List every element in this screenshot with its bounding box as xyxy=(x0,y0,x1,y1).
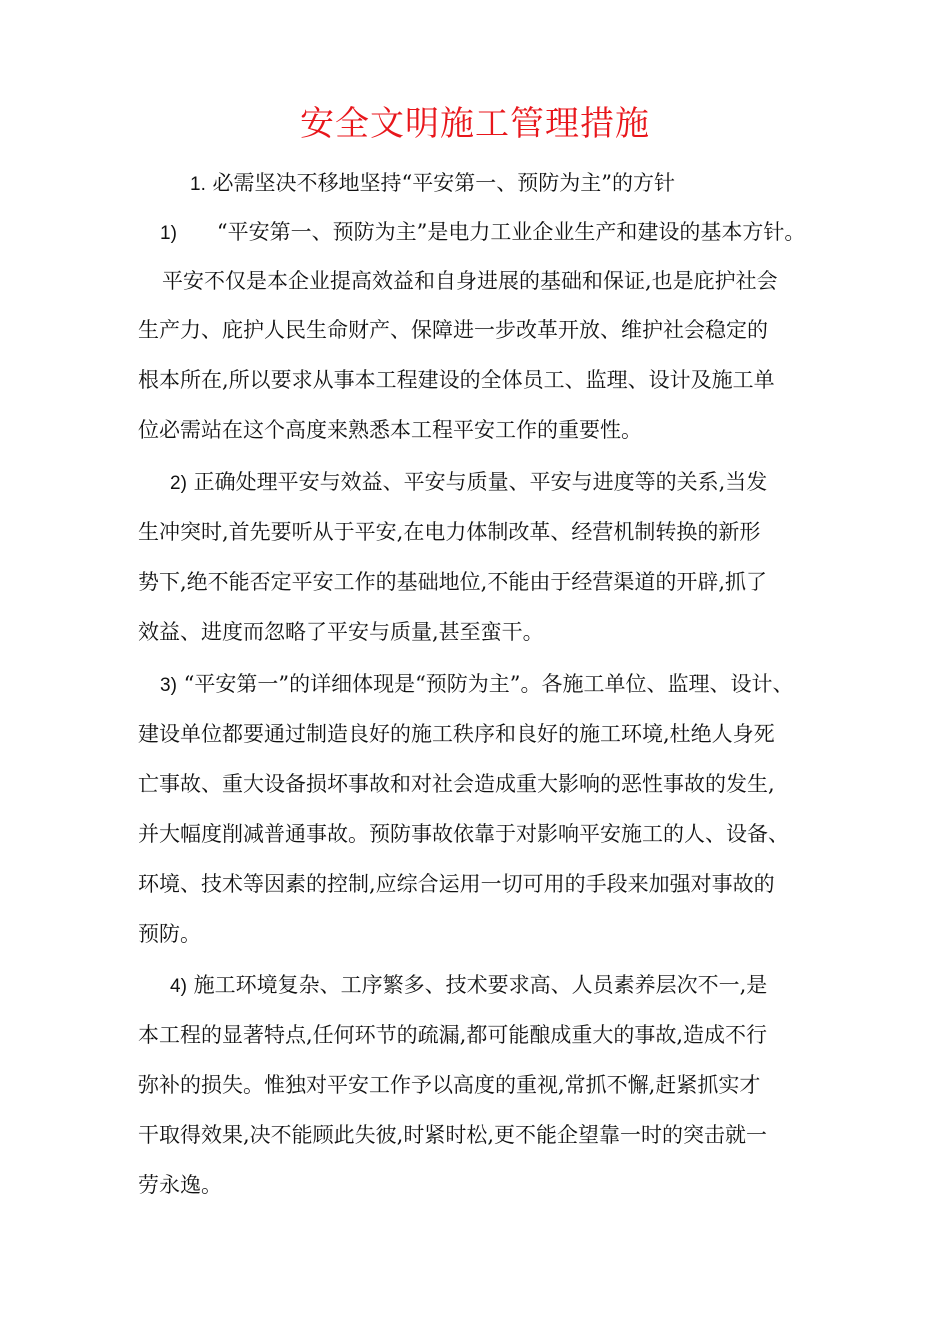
paragraph-1-line-2: 平安不仅是本企业提高效益和自身进展的基础和保证,也是庇护社会 xyxy=(162,269,778,293)
paragraph-4-text: 施工环境复杂、工序繁多、技术要求高、人员素养层次不一,是 xyxy=(193,973,768,997)
paragraph-1-line-4: 根本所在,所以要求从事本工程建设的全体员工、监理、设计及施工单 xyxy=(138,368,775,392)
paragraph-3-line-4: 并大幅度削减普通事故。预防事故依靠于对影响平安施工的人、设备、 xyxy=(138,822,789,846)
paragraph-1-line-1 xyxy=(160,217,805,249)
paragraph-2-number: 2) xyxy=(170,473,187,494)
paragraph-2-line-4: 效益、进度而忽略了平安与质量,甚至蛮干。 xyxy=(138,620,544,644)
paragraph-1-number: 1) xyxy=(160,223,177,244)
paragraph-4-line-2: 本工程的显著特点,任何环节的疏漏,都可能酿成重大的事故,造成不行 xyxy=(138,1023,768,1047)
paragraph-2-text: 正确处理平安与效益、平安与质量、平安与进度等的关系,当发 xyxy=(193,470,768,494)
document-title: 安全文明施工管理措施 xyxy=(300,104,650,144)
paragraph-2-line-1 xyxy=(170,467,767,499)
paragraph-4-number: 4) xyxy=(170,976,187,997)
paragraph-4-line-1 xyxy=(170,970,767,1002)
paragraph-3-text: “平安第一”的详细体现是“预防为主”。各施工单位、监理、设计、 xyxy=(183,672,794,696)
paragraph-4-line-5: 劳永逸。 xyxy=(138,1173,222,1197)
paragraph-3-line-3: 亡事故、重大设备损坏事故和对社会造成重大影响的恶性事故的发生, xyxy=(138,772,775,796)
section-number: 1. xyxy=(190,174,206,195)
paragraph-3-number: 3) xyxy=(160,675,177,696)
paragraph-4-line-3: 弥补的损失。惟独对平安工作予以高度的重视,常抓不懈,赶紧抓实才 xyxy=(138,1073,761,1097)
paragraph-4-line-4: 干取得效果,决不能顾此失彼,时紧时松,更不能企望靠一时的突击就一 xyxy=(138,1123,768,1147)
paragraph-3-line-6: 预防。 xyxy=(138,922,201,946)
paragraph-3-line-1 xyxy=(160,669,794,701)
paragraph-1-line-3: 生产力、庇护人民生命财产、保障进一步改革开放、维护社会稳定的 xyxy=(138,318,768,342)
paragraph-3-line-5: 环境、技术等因素的控制,应综合运用一切可用的手段来加强对事故的 xyxy=(138,872,775,896)
section-heading-text: 必需坚决不移地坚持“平安第一、预防为主”的方针 xyxy=(212,171,676,195)
paragraph-2-line-2: 生冲突时,首先要听从于平安,在电力体制改革、经营机制转换的新形 xyxy=(138,520,761,544)
paragraph-2-line-3: 势下,绝不能否定平安工作的基础地位,不能由于经营渠道的开辟,抓了 xyxy=(138,570,768,594)
paragraph-3-line-2: 建设单位都要通过制造良好的施工秩序和良好的施工环境,杜绝人身死 xyxy=(138,722,775,746)
section-heading xyxy=(190,168,675,200)
paragraph-1-text: “平安第一、预防为主”是电力工业企业生产和建设的基本方针。 xyxy=(216,220,806,244)
paragraph-1-line-5: 位必需站在这个高度来熟悉本工程平安工作的重要性。 xyxy=(138,418,642,442)
